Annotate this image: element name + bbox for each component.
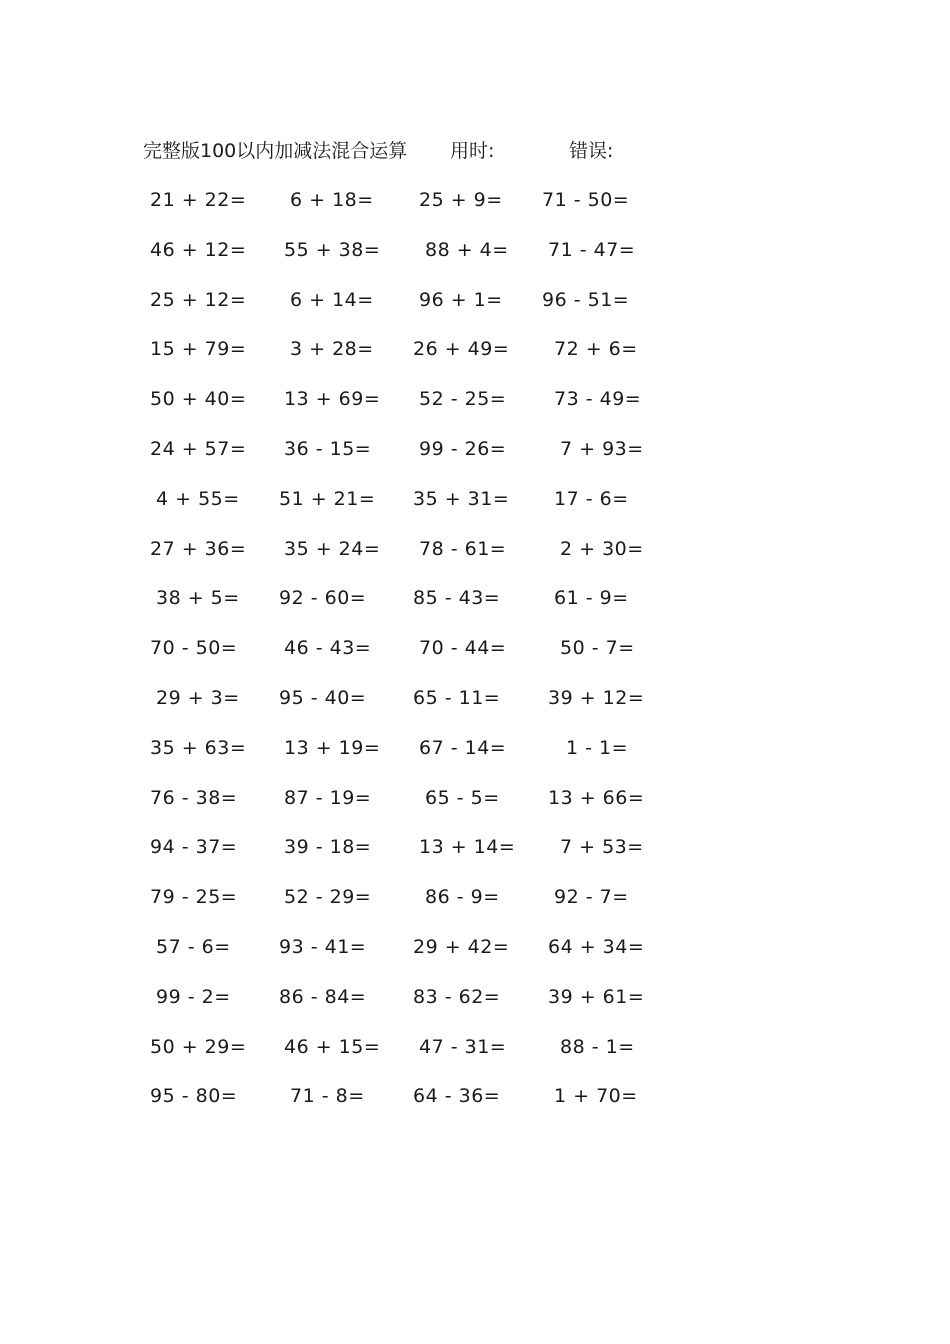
problem-r7-c1: 4 + 55=	[156, 488, 240, 510]
problem-r8-c3: 78 - 61=	[419, 538, 507, 560]
problem-r8-c4: 2 + 30=	[560, 538, 644, 560]
problem-r10-c1: 70 - 50=	[150, 637, 238, 659]
problem-r11-c3: 65 - 11=	[413, 687, 501, 709]
worksheet-title: 完整版100以内加减法混合运算	[143, 140, 408, 162]
problem-r6-c1: 24 + 57=	[150, 438, 247, 460]
problem-r2-c1: 46 + 12=	[150, 239, 247, 261]
problem-r15-c4: 92 - 7=	[554, 886, 629, 908]
problem-r7-c3: 35 + 31=	[413, 488, 510, 510]
problem-r18-c2: 46 + 15=	[284, 1036, 381, 1058]
problem-r4-c3: 26 + 49=	[413, 338, 510, 360]
problem-r6-c3: 99 - 26=	[419, 438, 507, 460]
problem-r1-c2: 6 + 18=	[290, 189, 374, 211]
problem-r10-c3: 70 - 44=	[419, 637, 507, 659]
problem-r14-c1: 94 - 37=	[150, 836, 238, 858]
problem-r16-c2: 93 - 41=	[279, 936, 367, 958]
problem-r12-c1: 35 + 63=	[150, 737, 247, 759]
error-label: 错误:	[569, 140, 614, 162]
problem-r6-c4: 7 + 93=	[560, 438, 644, 460]
problem-r8-c2: 35 + 24=	[284, 538, 381, 560]
problem-r3-c4: 96 - 51=	[542, 289, 630, 311]
problem-r12-c2: 13 + 19=	[284, 737, 381, 759]
problem-r19-c2: 71 - 8=	[290, 1085, 365, 1107]
problem-r4-c2: 3 + 28=	[290, 338, 374, 360]
problem-r5-c1: 50 + 40=	[150, 388, 247, 410]
problem-r13-c1: 76 - 38=	[150, 787, 238, 809]
problem-r1-c4: 71 - 50=	[542, 189, 630, 211]
problem-r15-c2: 52 - 29=	[284, 886, 372, 908]
problem-r11-c1: 29 + 3=	[156, 687, 240, 709]
problem-r2-c2: 55 + 38=	[284, 239, 381, 261]
problem-r15-c1: 79 - 25=	[150, 886, 238, 908]
problem-r18-c3: 47 - 31=	[419, 1036, 507, 1058]
problem-r18-c1: 50 + 29=	[150, 1036, 247, 1058]
problem-r13-c3: 65 - 5=	[425, 787, 500, 809]
problem-r16-c4: 64 + 34=	[548, 936, 645, 958]
problem-r8-c1: 27 + 36=	[150, 538, 247, 560]
problem-r7-c4: 17 - 6=	[554, 488, 629, 510]
problem-r2-c3: 88 + 4=	[425, 239, 509, 261]
problem-r17-c4: 39 + 61=	[548, 986, 645, 1008]
problem-r16-c1: 57 - 6=	[156, 936, 231, 958]
problem-r17-c1: 99 - 2=	[156, 986, 231, 1008]
problem-r2-c4: 71 - 47=	[548, 239, 636, 261]
problem-r13-c2: 87 - 19=	[284, 787, 372, 809]
problem-r12-c3: 67 - 14=	[419, 737, 507, 759]
problem-r13-c4: 13 + 66=	[548, 787, 645, 809]
problem-r16-c3: 29 + 42=	[413, 936, 510, 958]
problem-r5-c3: 52 - 25=	[419, 388, 507, 410]
problem-r10-c2: 46 - 43=	[284, 637, 372, 659]
time-label: 用时:	[450, 140, 495, 162]
problem-r9-c4: 61 - 9=	[554, 587, 629, 609]
problem-r19-c3: 64 - 36=	[413, 1085, 501, 1107]
problem-r3-c3: 96 + 1=	[419, 289, 503, 311]
problem-r14-c3: 13 + 14=	[419, 836, 516, 858]
problem-r14-c4: 7 + 53=	[560, 836, 644, 858]
problem-r14-c2: 39 - 18=	[284, 836, 372, 858]
problem-r18-c4: 88 - 1=	[560, 1036, 635, 1058]
problem-r7-c2: 51 + 21=	[279, 488, 376, 510]
problem-r5-c4: 73 - 49=	[554, 388, 642, 410]
problem-r17-c2: 86 - 84=	[279, 986, 367, 1008]
problem-r3-c2: 6 + 14=	[290, 289, 374, 311]
problem-r11-c4: 39 + 12=	[548, 687, 645, 709]
problem-r1-c3: 25 + 9=	[419, 189, 503, 211]
problem-r4-c1: 15 + 79=	[150, 338, 247, 360]
problem-r11-c2: 95 - 40=	[279, 687, 367, 709]
problem-r15-c3: 86 - 9=	[425, 886, 500, 908]
problem-r5-c2: 13 + 69=	[284, 388, 381, 410]
problem-r9-c2: 92 - 60=	[279, 587, 367, 609]
problem-r3-c1: 25 + 12=	[150, 289, 247, 311]
problem-r19-c4: 1 + 70=	[554, 1085, 638, 1107]
problem-r4-c4: 72 + 6=	[554, 338, 638, 360]
problem-r9-c1: 38 + 5=	[156, 587, 240, 609]
problem-r1-c1: 21 + 22=	[150, 189, 247, 211]
problem-r12-c4: 1 - 1=	[566, 737, 629, 759]
problem-r19-c1: 95 - 80=	[150, 1085, 238, 1107]
problem-r10-c4: 50 - 7=	[560, 637, 635, 659]
problem-r9-c3: 85 - 43=	[413, 587, 501, 609]
problem-r6-c2: 36 - 15=	[284, 438, 372, 460]
problem-r17-c3: 83 - 62=	[413, 986, 501, 1008]
